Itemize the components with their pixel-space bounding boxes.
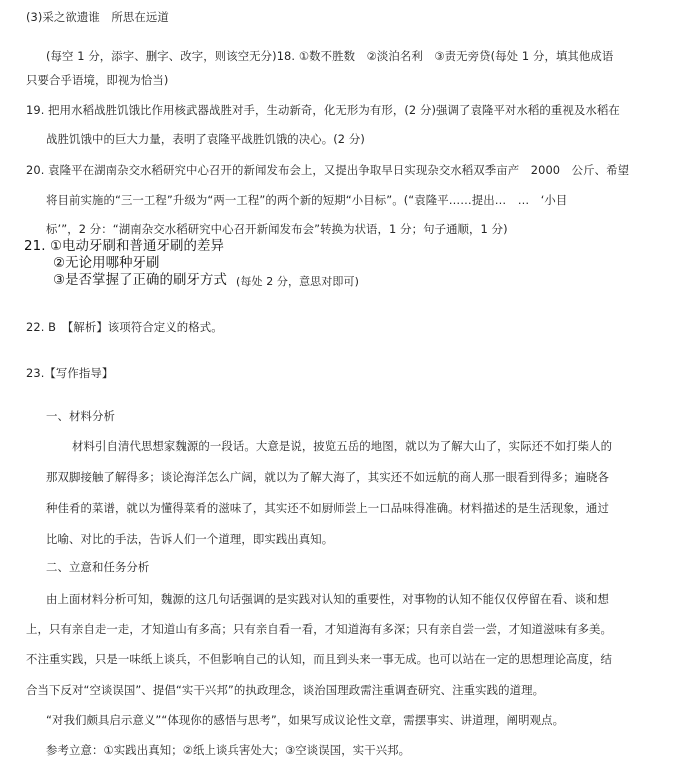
- answer-line: 参考立意：①实践出真知；②纸上谈兵害处大；③空谈误国，实干兴邦。: [46, 743, 411, 757]
- answer-line: (3)采之欲遗谁 所思在远道: [26, 10, 169, 24]
- answer-line-21: ③是否掌握了正确的刷牙方式: [53, 273, 227, 288]
- score-note: (每处 2 分，意思对即可): [236, 275, 359, 288]
- answer-line: “对我们颇具启示意义”“体现你的感悟与思考”，如果写成议论性文章，需摆事实、讲道理，阐明观点。: [46, 713, 565, 727]
- answer-line: 只要合乎语境，即视为恰当): [26, 73, 169, 87]
- answer-line: 那双脚接触了解得多；谈论海洋怎么广阔，就以为了解大海了，其实还不如远航的商人那一眼看到得多；遍晓各: [46, 470, 610, 484]
- answer-line: 不注重实践，只是一味纸上谈兵，不但影响自己的认知，而且到头来一事无成。也可以站在一定的思想理论高度，结: [26, 652, 613, 666]
- answer-line-21: 21. ①电动牙刷和普通牙刷的差异: [24, 239, 224, 254]
- sub-heading: 二、立意和任务分析: [46, 560, 150, 574]
- answer-line-21: ②无论用哪种牙刷: [53, 256, 160, 271]
- answer-line: 比喻、对比的手法，告诉人们一个道理，即实践出真知。: [46, 532, 334, 546]
- answer-line: 上，只有亲自走一走，才知道山有多高；只有亲自看一看，才知道海有多深；只有亲自尝一尝，才知道滋味有多美。: [26, 622, 613, 636]
- answer-line: 22. B 【解析】该项符合定义的格式。: [26, 320, 223, 334]
- answer-line: 材料引自清代思想家魏源的一段话。大意是说，披览五岳的地图，就以为了解大山了，实际还不如打柴人的: [72, 439, 613, 453]
- answer-line: 战胜饥饿中的巨大力量，表明了袁隆平战胜饥饿的决心。(2 分): [46, 132, 365, 146]
- answer-line: 19. 把用水稻战胜饥饿比作用核武器战胜对手，生动新奇，化无形为有形，(2 分)强调了袁隆平对水稻的重视及水稻在: [26, 103, 620, 117]
- answer-line: 20. 袁隆平在湖南杂交水稻研究中心召开的新闻发布会上，又提出争取早日实现杂交水稻双季亩产 2000 公斤、希望: [26, 163, 630, 177]
- section-heading: 23.【写作指导】: [26, 366, 114, 380]
- answer-line: 由上面材料分析可知，魏源的这几句话强调的是实践对认知的重要性，对事物的认知不能仅仅停留在看、谈和想: [46, 592, 610, 606]
- answer-line: 将目前实施的“三一工程”升级为“两一工程”的两个新的短期“小目标”。(“袁隆平……提出… … ‘小目: [46, 193, 568, 207]
- sub-heading: 一、材料分析: [46, 409, 115, 423]
- answer-line: (每空 1 分，添字、删字、改字，则该空无分)18. ①数不胜数 ②淡泊名利 ③责无旁贷(每处 1 分，填其他成语: [46, 49, 614, 63]
- answer-line: 标’”，2 分：“湖南杂交水稻研究中心召开新闻发布会”转换为状语，1 分；句子通顺，1 分): [46, 222, 508, 236]
- answer-line: 种佳肴的菜谱，就以为懂得菜肴的滋味了，其实还不如厨师尝上一口品味得准确。材料描述的是生活现象，通过: [46, 501, 610, 515]
- answer-line: 合当下反对“空谈误国”、提倡“实干兴邦”的执政理念，谈治国理政需注重调查研究、注重实践的道理。: [26, 683, 545, 697]
